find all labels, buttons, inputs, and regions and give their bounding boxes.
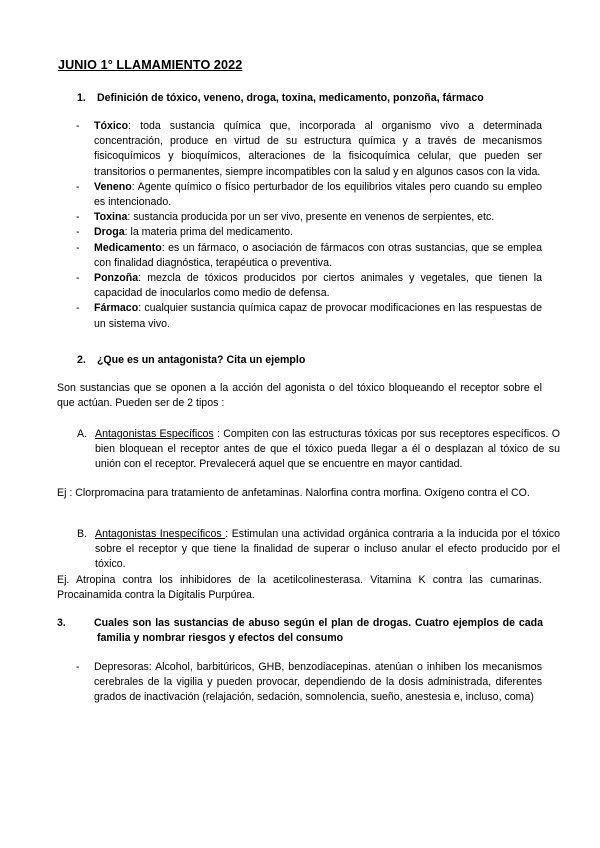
question-text: Definición de tóxico, veneno, droga, toxina, medicamento, ponzoña, fármaco [96, 92, 484, 104]
antagonist-type-a [77, 427, 560, 473]
item-label: Antagonistas Inespecíficos [95, 528, 226, 540]
definition: : la materia prima del medicamento. [124, 226, 294, 239]
list-item [76, 301, 542, 331]
question-number: 3. [57, 617, 66, 629]
item-letter: A. [77, 428, 88, 440]
definition: : sustancia producida por un ser vivo, presente en venenos de serpientes, etc. [127, 211, 495, 224]
item-text: : Compiten con las estructuras tóxicas por sus receptores específicos. O bien bloquean el receptor antes de que el tóxico pueda llegar a él o desplazan al tóxico de su unión con el receptor. Prevalecerá aquel que se encuentre en mayor cantidad. [95, 428, 560, 471]
term: Tóxico [94, 120, 129, 132]
list-item [76, 180, 542, 210]
antagonist-type-b [77, 527, 560, 573]
question-text: ¿Que es un antagonista? Cita un ejemplo [96, 354, 306, 366]
question-text: Cuales son las sustancias de abuso según el plan de drogas. Cuatro ejemplos de cada familia y nombrar riesgos y efectos del consumo [94, 617, 543, 645]
definition: : es un fármaco, o asociación de fármacos con otras sustancias, que se emplea con finalidad diagnóstica, terapéutica o preventiva. [94, 241, 542, 269]
example-a: Ej : Clorpromacina para tratamiento de anfetaminas. Nalorfina contra morfina. Oxígeno contra el CO. [57, 487, 530, 499]
question-number: 2. [77, 354, 86, 366]
substances-list [76, 660, 542, 706]
list-item [76, 271, 542, 301]
example-b: Ej. Atropina contra los inhibidores de la acetilcolinesterasa. Vitamina K contra las cumarinas. Procainamida contra la Digitalis Purpúrea. [57, 574, 542, 602]
definition: : Agente químico o físico perturbador de los equilibrios vitales pero cuando su empleo es intencionado. [94, 180, 542, 209]
item-letter: B. [77, 528, 88, 540]
term: Fármaco [94, 302, 139, 315]
question-2-heading [77, 353, 305, 368]
definition: : cualquier sustancia química capaz de provocar modificaciones en las respuestas de un sistema vivo. [94, 302, 542, 330]
list-item [76, 241, 542, 271]
term: Droga [94, 226, 125, 239]
term: Toxina [94, 211, 128, 224]
definition: : toda sustancia química que, incorporada al organismo vivo a determinada concentración, produce en virtud de su estructura química y a través de mecanismos fisicoquímicos y bioquímicos, alteraciones de la fisicoquímica celular, que pueden ser transitorios o permanentes, siempre incompatibles con la salud y en algunos casos con la vida. [94, 120, 542, 178]
item-text: : Estimulan una actividad orgánica contraria a la inducida por el tóxico sobre el receptor y que tiene la finalidad de superar o incluso anular el efecto producido por el tóxico. [95, 528, 560, 571]
item-label: Antagonistas Específicos [95, 428, 214, 440]
term: Medicamento [94, 241, 162, 254]
question-3-heading [57, 616, 543, 646]
term: Ponzoña [94, 272, 139, 285]
question-1-heading [77, 91, 484, 106]
question-number: 1. [77, 92, 86, 104]
definitions-list [76, 119, 542, 332]
antagonist-intro: Son sustancias que se oponen a la acción del agonista o del tóxico bloqueando el receptor sobre el que actúan. Pueden ser de 2 tipos : [57, 382, 542, 410]
definition: : mezcla de tóxicos producidos por ciertos animales y vegetales, que tienen la capacidad de inocularlos como medio de defensa. [94, 272, 542, 300]
list-item: - Depresoras: Alcohol, barbitúricos, GHB, benzodiacepinas. atenúan o inhiben los mecanismos cerebrales de la vigilia y pueden provocar, dependiendo de la dosis administrada, diferentes grados de inactivación (relajación, sedación, somnolencia, sueño, anestesia e, incluso, coma) [76, 660, 542, 706]
document-title: JUNIO 1° LLAMAMIENTO 2022 [58, 58, 243, 72]
term: Veneno [94, 180, 132, 193]
list-item [76, 119, 542, 180]
list-item [76, 210, 542, 225]
list-item [76, 225, 542, 240]
